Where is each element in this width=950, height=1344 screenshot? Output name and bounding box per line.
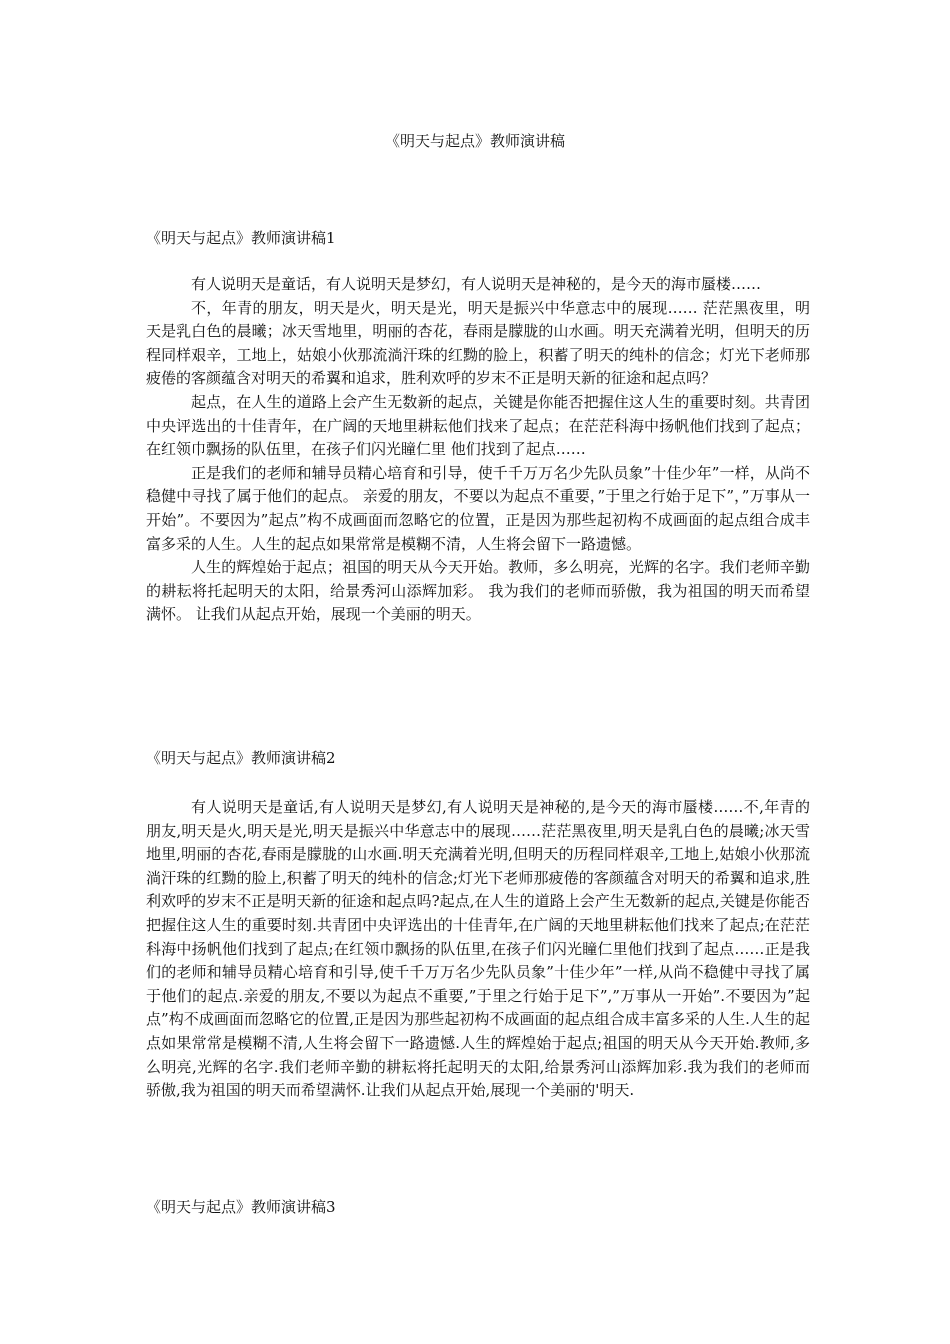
section-heading-2: 《明天与起点》教师演讲稿2 (146, 749, 336, 767)
paragraph: 人生的辉煌始于起点；祖国的明天从今天开始。教师，多么明亮，光辉的名字。我们老师辛勤的耕耘将托起明天的太阳，给景秀河山添辉加彩。 我为我们的老师而骄傲，我为祖国的明天而希望满怀。 让我们从起点开始，展现一个美丽的明天。 (146, 558, 810, 624)
paragraph: 正是我们的老师和辅导员精心培育和引导，使千千万万名少先队员象”十佳少年”一样，从尚不稳健中寻找了属于他们的起点。 亲爱的朋友，不要以为起点不重要，”于里之行始于足下”，”万事从一开始”。不要因为”起点”构不成画面而忽略它的位置，正是因为那些起初构不成画面的起点组合成丰富多采的人生。人生的起点如果常常是模糊不清，人生将会留下一路遗憾。 (146, 463, 810, 553)
document-title: 《明天与起点》教师演讲稿 (384, 132, 565, 150)
section-body-2 (146, 796, 810, 1103)
paragraph: 有人说明天是童话,有人说明天是梦幻,有人说明天是神秘的,是今天的海市蜃楼……不,年青的朋友,明天是火,明天是光,明天是振兴中华意志中的展现……茫茫黑夜里,明天是乳白色的晨曦;冰天雪地里,明丽的杏花,春雨是朦胧的山水画.明天充满着光明,但明天的历程同样艰辛,工地上,姑娘小伙那流淌汗珠的红黝的脸上,积蓄了明天的纯朴的信念;灯光下老师那疲倦的客颜蕴含对明天的希翼和追求,胜利欢呼的岁末不正是明天新的征途和起点吗?起点,在人生的道路上会产生无数新的起点,关键是你能否把握住这人生的重要时刻.共青团中央评选出的十佳青年,在广阔的天地里耕耘他们找来了起点;在茫茫科海中扬帆他们找到了起点;在红领巾飘扬的队伍里,在孩子们闪光瞳仁里他们找到了起点……正是我们的老师和辅导员精心培育和引导,使千千万万名少先队员象”十佳少年”一样,从尚不稳健中寻找了属于他们的起点.亲爱的朋友,不要以为起点不重要,”于里之行始于足下”,”万事从一开始”.不要因为”起点”构不成画面而忽略它的位置,正是因为那些起初构不成画面的起点组合成丰富多采的人生.人生的起点如果常常是模糊不清,人生将会留下一路遗憾.人生的辉煌始于起点;祖国的明天从今天开始.教师,多么明亮,光辉的名字.我们老师辛勤的耕耘将托起明天的太阳,给景秀河山添辉加彩.我为我们的老师而骄傲,我为祖国的明天而希望满怀.让我们从起点开始,展现一个美丽的'明天. (146, 798, 810, 1100)
paragraph: 起点，在人生的道路上会产生无数新的起点，关键是你能否把握住这人生的重要时刻。共青团中央评选出的十佳青年，在广阔的天地里耕耘他们找来了起点；在茫茫科海中扬帆他们找到了起点；在红领巾飘扬的队伍里，在孩子们闪光瞳仁里 他们找到了起点…… (146, 392, 810, 459)
section-heading-3: 《明天与起点》教师演讲稿3 (146, 1198, 336, 1216)
paragraph: 有人说明天是童话，有人说明天是梦幻，有人说明天是神秘的，是今天的海市蜃楼…… (191, 275, 762, 293)
section-body-1 (146, 273, 810, 627)
paragraph: 不，年青的朋友，明天是火，明天是光，明天是振兴中华意志中的展现…… 茫茫黑夜里，明天是乳白色的晨曦；冰天雪地里，明丽的杏花，春雨是朦胧的山水画。明天充满着光明，但明天的历程同样艰辛，工地上，姑娘小伙那流淌汗珠的红黝的脸上，积蓄了明天的纯朴的信念；灯光下老师那疲倦的客颜蕴含对明天的希翼和追求，胜利欢呼的岁末不正是明天新的征途和起点吗？ (146, 298, 810, 388)
section-heading-1: 《明天与起点》教师演讲稿1 (146, 229, 336, 247)
